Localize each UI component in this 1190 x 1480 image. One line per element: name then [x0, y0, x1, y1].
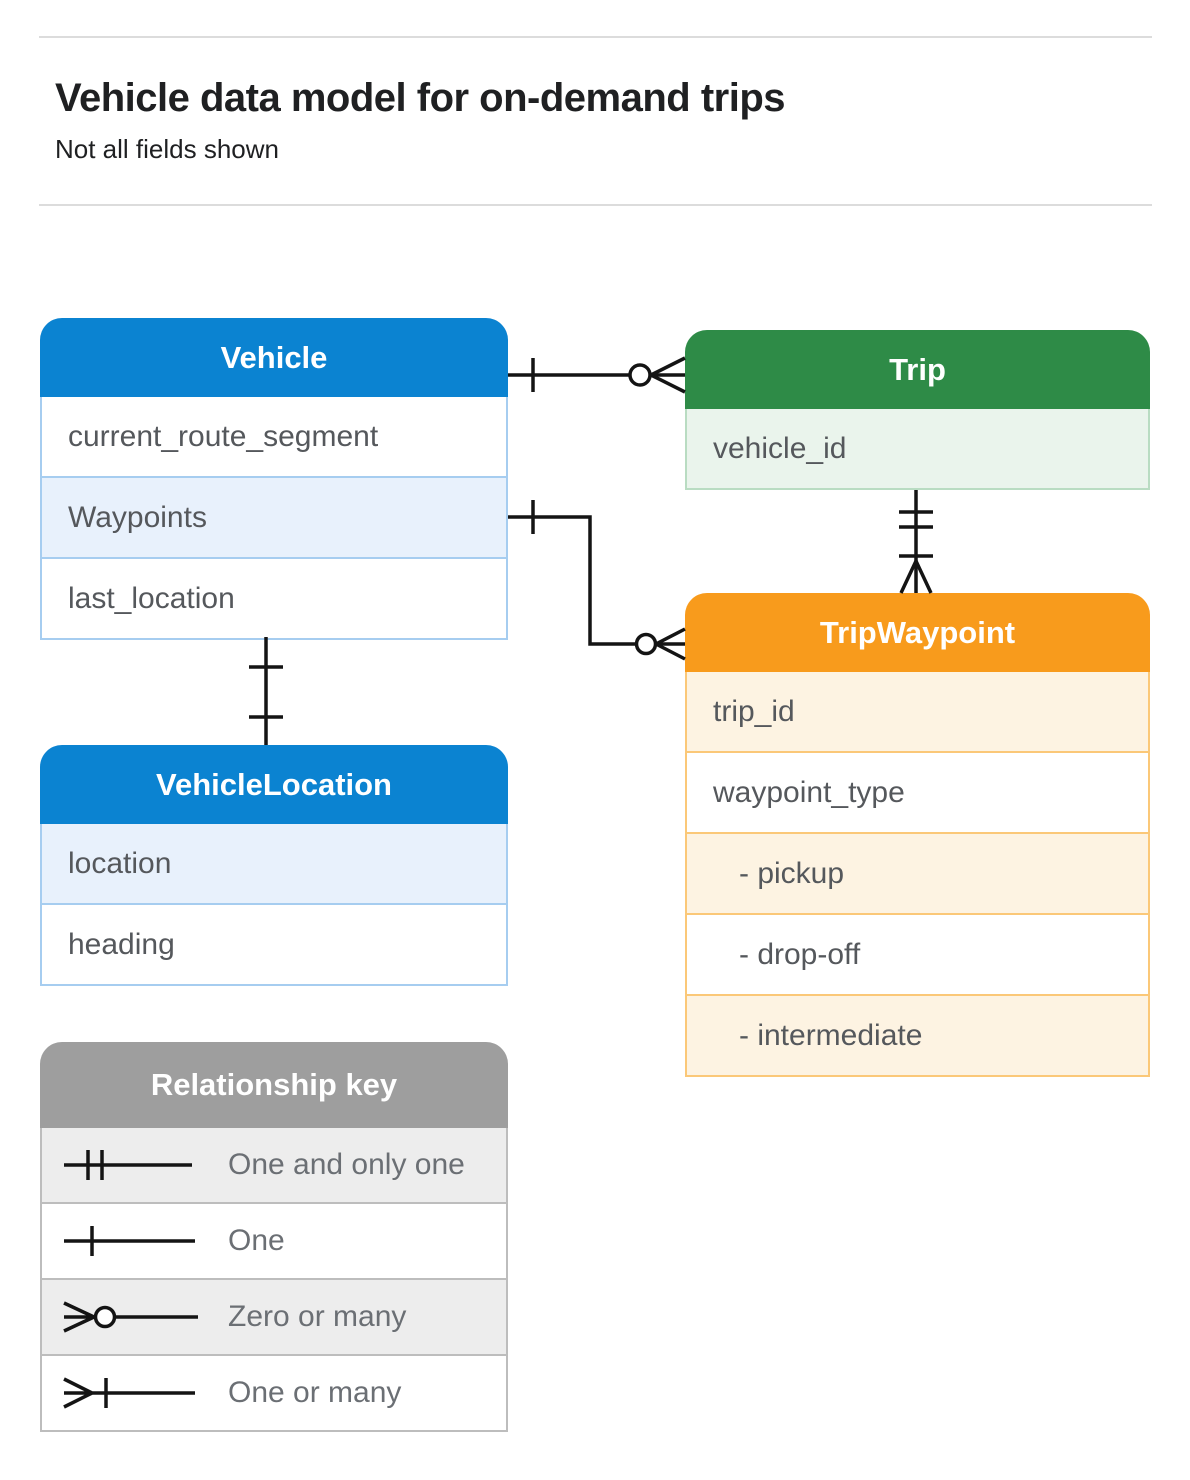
table-vehicle: [40, 318, 508, 640]
table-row: - pickup: [687, 832, 1148, 913]
table-vehiclelocation-body: [40, 824, 508, 986]
relationship-key: [40, 1042, 508, 1432]
table-trip: [685, 330, 1150, 490]
key-row: [42, 1128, 506, 1202]
table-vehicle-body: [40, 397, 508, 640]
table-tripwaypoint: [685, 593, 1150, 1077]
table-trip-body: [685, 409, 1150, 490]
table-row: last_location: [42, 557, 506, 638]
table-trip-header: Trip: [685, 330, 1150, 409]
table-row: waypoint_type: [687, 751, 1148, 832]
table-row: Waypoints: [42, 476, 506, 557]
vehicle-vehiclelocation-connector: [249, 637, 283, 745]
table-row: - intermediate: [687, 994, 1148, 1075]
table-vehiclelocation-header: VehicleLocation: [40, 745, 508, 824]
table-row: - drop-off: [687, 913, 1148, 994]
relationship-key-header: Relationship key: [40, 1042, 508, 1128]
table-vehiclelocation: [40, 745, 508, 986]
key-row: [42, 1278, 506, 1354]
trip-tripwaypoint-connector: [899, 490, 933, 593]
relationship-key-body: [40, 1128, 508, 1432]
table-row: location: [42, 824, 506, 903]
key-row-label: One: [228, 1224, 285, 1257]
vehicle-trip-connector: [508, 358, 685, 392]
key-row: [42, 1202, 506, 1278]
header-divider: [39, 204, 1152, 206]
table-row: trip_id: [687, 672, 1148, 751]
key-row-label: One and only one: [228, 1148, 465, 1181]
table-vehicle-header: Vehicle: [40, 318, 508, 397]
waypoints-tripwaypoint-connector: [508, 500, 685, 659]
page-title: Vehicle data model for on-demand trips: [55, 76, 786, 120]
key-row-label: One or many: [228, 1376, 402, 1409]
table-tripwaypoint-header: TripWaypoint: [685, 593, 1150, 672]
one-and-only-one-icon: [60, 1143, 210, 1187]
key-row: [42, 1354, 506, 1430]
table-tripwaypoint-body: [685, 672, 1150, 1077]
top-divider: [39, 36, 1152, 38]
table-row: current_route_segment: [42, 397, 506, 476]
key-row-label: Zero or many: [228, 1300, 407, 1333]
table-row: vehicle_id: [687, 409, 1148, 488]
table-row: heading: [42, 903, 506, 984]
zero-or-many-icon: [60, 1295, 210, 1339]
one-or-many-icon: [60, 1371, 210, 1415]
page-subtitle: Not all fields shown: [55, 134, 279, 164]
one-icon: [60, 1219, 210, 1263]
